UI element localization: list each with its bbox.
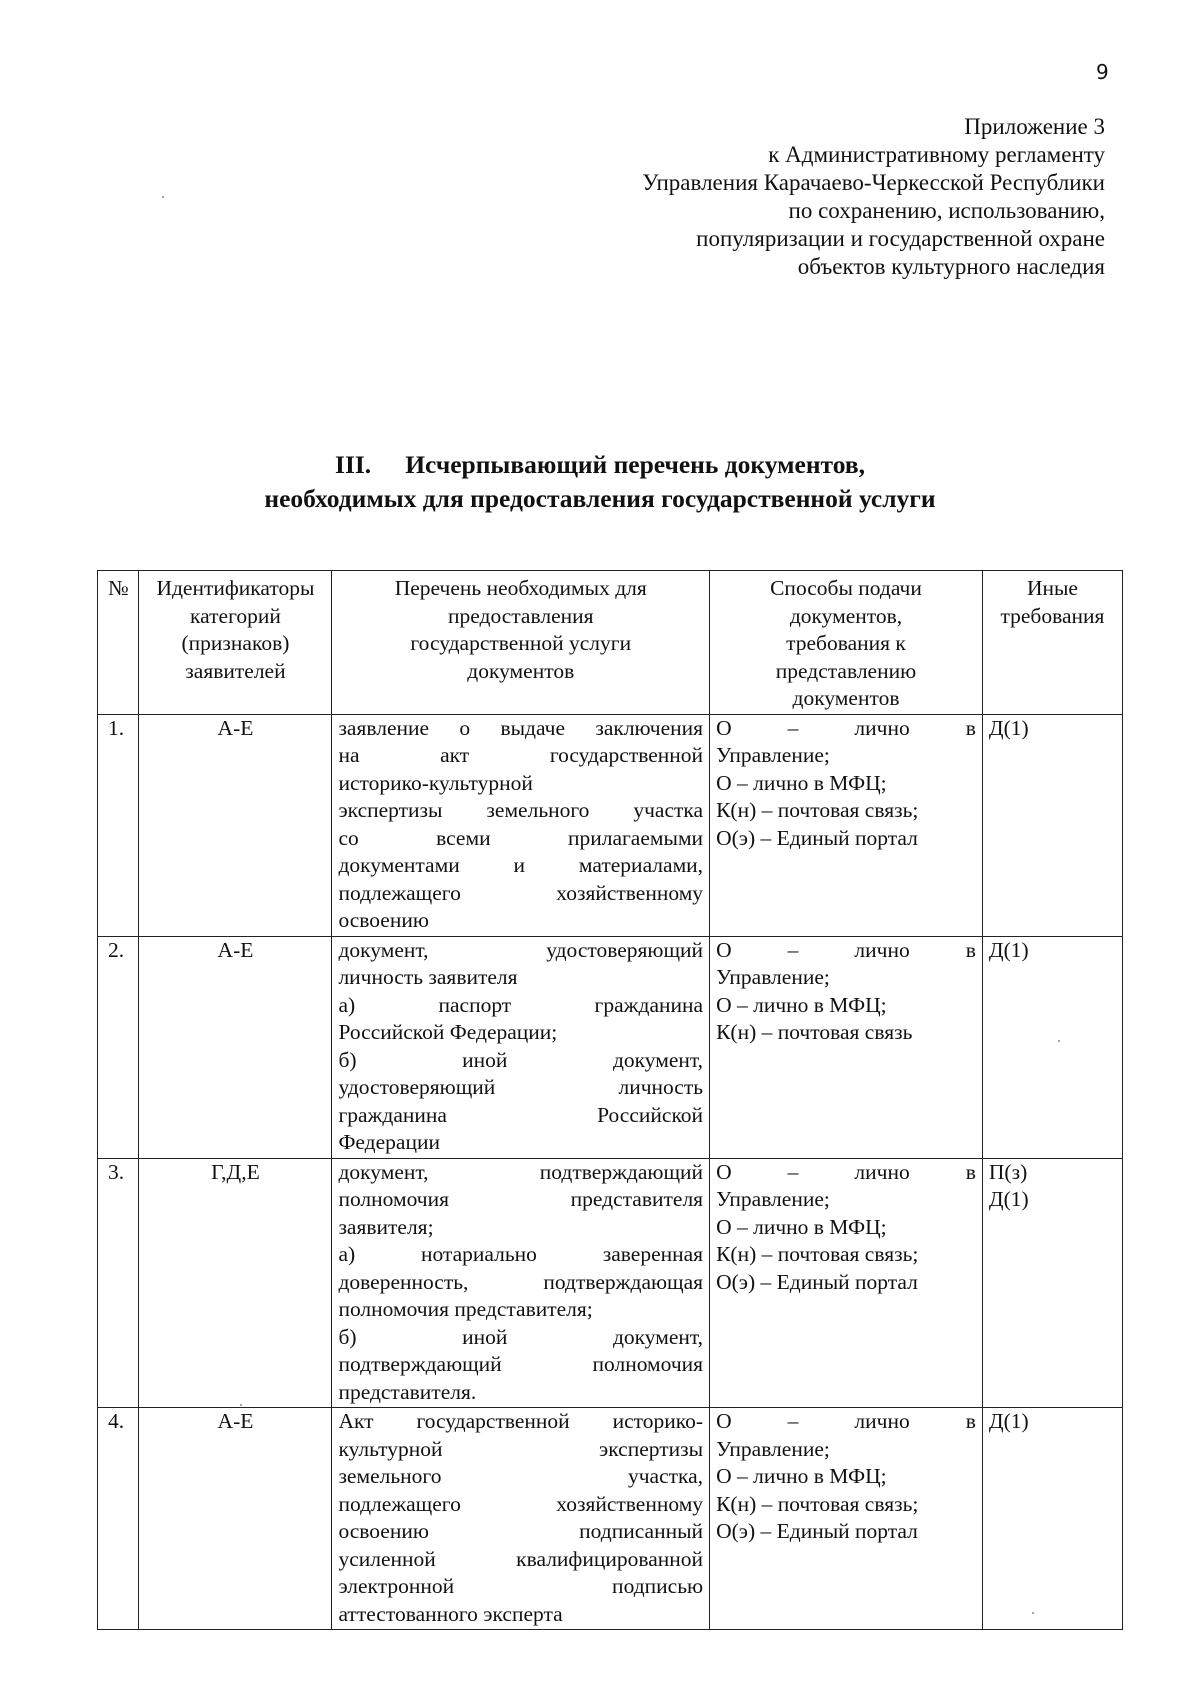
row-category: А-Е <box>139 714 332 936</box>
row-submission: О – лично в Управление; О – лично в МФЦ; К(н) – почтовая связь <box>710 936 983 1158</box>
scan-speck <box>162 196 164 198</box>
row-requirements: Д(1) <box>982 1408 1122 1630</box>
appendix-line: Управления Карачаево-Черкесской Республики <box>642 170 1105 195</box>
page-number: 9 <box>1096 60 1109 84</box>
row-documents: документ, подтверждающий полномочия представителя заявителя; а) нотариально заверенная доверенность, подтверждающая полномочия представителя; б) иной документ, подтверждающий полномочия представителя. <box>332 1158 710 1408</box>
row-category: А-Е <box>139 1408 332 1630</box>
appendix-line: объектов культурного наследия <box>797 254 1105 279</box>
row-submission: О – лично в Управление; О – лично в МФЦ; К(н) – почтовая связь; О(э) – Единый портал <box>710 1158 983 1408</box>
header-documents: Перечень необходимых для предоставления государственной услуги документов <box>332 571 710 715</box>
documents-table <box>97 570 1123 1630</box>
row-category: А-Е <box>139 936 332 1158</box>
row-submission: О – лично в Управление; О – лично в МФЦ; К(н) – почтовая связь; О(э) – Единый портал <box>710 1408 983 1630</box>
table-header-row <box>98 571 1123 715</box>
appendix-line: популяризации и государственной охране <box>696 226 1105 251</box>
appendix-line: по сохранению, использованию, <box>788 198 1105 223</box>
scan-speck <box>240 1404 242 1406</box>
row-number: 4. <box>98 1408 139 1630</box>
row-submission: О – лично в Управление; О – лично в МФЦ; К(н) – почтовая связь; О(э) – Единый портал <box>710 714 983 936</box>
section-title-line: необходимых для предоставления государственной услуги <box>264 484 936 513</box>
row-documents: Акт государственной историко- культурной экспертизы земельного участка, подлежащего хозяйственному освоению подписанный усиленной квалифицированной электронной подписью аттестованного эксперта <box>332 1408 710 1630</box>
section-title <box>0 448 1200 516</box>
table-row <box>98 1158 1123 1408</box>
row-requirements: Д(1) <box>982 936 1122 1158</box>
scan-speck <box>1032 1612 1034 1614</box>
table-row <box>98 936 1123 1158</box>
appendix-line: к Административному регламенту <box>768 142 1105 167</box>
row-requirements: Д(1) <box>982 714 1122 936</box>
header-requirements: Иные требования <box>982 571 1122 715</box>
row-documents: заявление о выдаче заключения на акт государственной историко-культурной экспертизы земельного участка со всеми прилагаемыми документами и материалами, подлежащего хозяйственному освоению <box>332 714 710 936</box>
header-num: № <box>98 571 139 715</box>
appendix-header <box>642 113 1105 281</box>
row-number: 2. <box>98 936 139 1158</box>
scan-speck <box>1058 1040 1060 1042</box>
table-row <box>98 714 1123 936</box>
row-category: Г,Д,Е <box>139 1158 332 1408</box>
section-title-line: Исчерпывающий перечень документов, <box>405 450 865 479</box>
table-row <box>98 1408 1123 1630</box>
section-number: III. <box>335 450 372 479</box>
header-submission: Способы подачи документов, требования к представлению документов <box>710 571 983 715</box>
header-category: Идентификаторы категорий (признаков) заявителей <box>139 571 332 715</box>
row-requirements: П(з) Д(1) <box>982 1158 1122 1408</box>
row-documents: документ, удостоверяющий личность заявителя а) паспорт гражданина Российской Федерации; б) иной документ, удостоверяющий личность гражданина Российской Федерации <box>332 936 710 1158</box>
appendix-line: Приложение 3 <box>964 114 1105 139</box>
row-number: 1. <box>98 714 139 936</box>
row-number: 3. <box>98 1158 139 1408</box>
